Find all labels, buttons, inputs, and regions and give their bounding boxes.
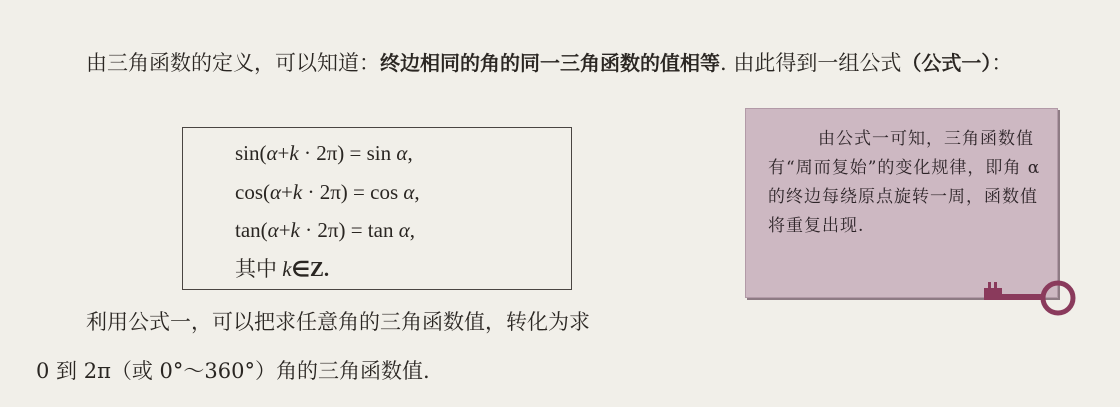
formula-sin: sin(α+k · 2π) = sin α, [235,141,413,165]
intro-paragraph [24,40,1074,86]
intro-lead: 由三角函数的定义，可以知道： [86,51,380,75]
formula-name: （公式一） [901,51,992,75]
usage-paragraph [0,298,740,396]
intro-emphasis: 终边相同的角的同一三角函数的值相等 [380,51,720,75]
intro-end: ： [991,51,1013,75]
formula-box [182,127,572,290]
formula-tan: tan(α+k · 2π) = tan α, [235,218,415,242]
formula-condition: 其中 k∈Z. [235,256,330,281]
key-icon [982,268,1082,322]
usage-line-1: 利用公式一，可以把求任意角的三角函数值，转化为求 [86,310,590,334]
note-text: 由公式一可知，三角函数值有“周而复始”的变化规律，即角 α 的终边每绕原点旋转一周，函数值将重复出现. [768,129,1041,236]
intro-after: . 由此得到一组公式 [720,51,902,75]
formula-cos: cos(α+k · 2π) = cos α, [235,179,420,204]
usage-line-2: 0 到 2π（或 0°～360°）角的三角函数值. [36,359,430,383]
